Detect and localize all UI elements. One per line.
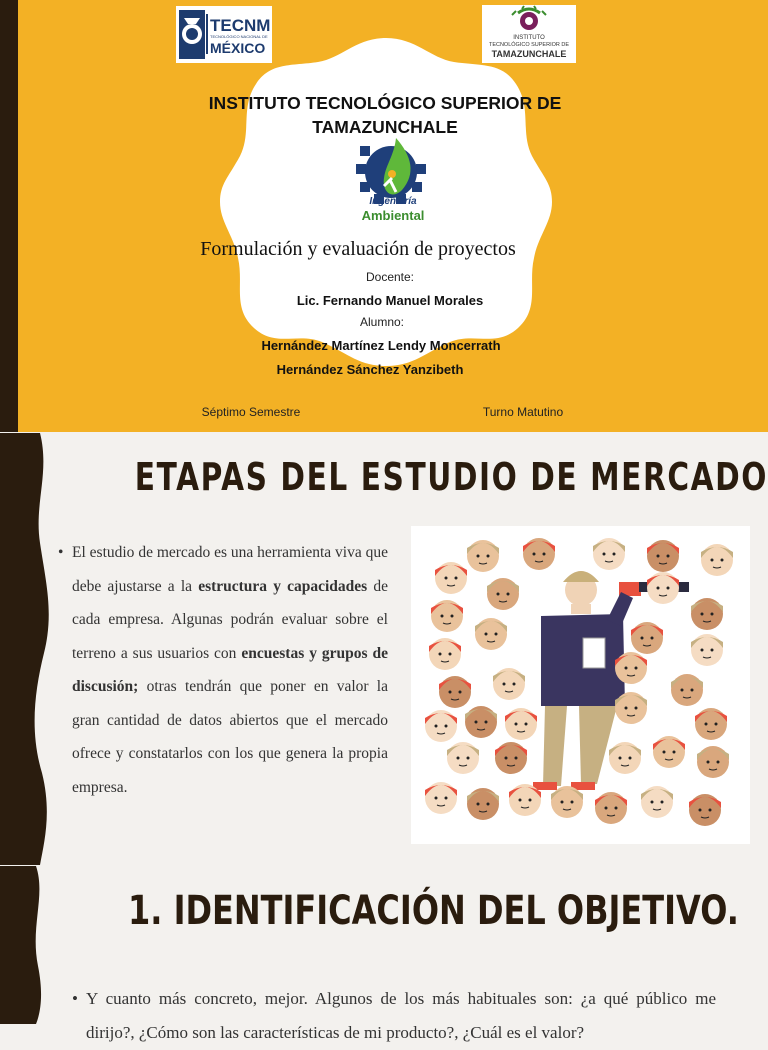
face-icon	[647, 540, 679, 572]
face-icon	[647, 572, 679, 604]
itst-logo-line3: TAMAZUNCHALE	[491, 49, 567, 59]
objective-bullet: •	[72, 989, 78, 1008]
shift-label: Turno Matutino	[482, 405, 564, 419]
face-icon	[475, 618, 507, 650]
tecnm-logo-line2: TECNOLÓGICO NACIONAL DE	[210, 34, 268, 39]
face-icon	[493, 668, 525, 700]
face-icon	[697, 746, 729, 778]
semester-label: Séptimo Semestre	[201, 405, 301, 419]
face-icon	[447, 742, 479, 774]
subject-title: Formulación y evaluación de proyectos	[200, 238, 516, 260]
face-icon	[653, 736, 685, 768]
itst-logo	[482, 5, 576, 63]
student-name-2: Hernández Sánchez Yanzibeth	[276, 362, 464, 377]
face-icon	[701, 544, 733, 576]
face-icon	[505, 708, 537, 740]
itst-logo-line1: INSTITUTO	[513, 35, 545, 41]
institution-name	[150, 91, 620, 139]
left-wave-decoration	[0, 433, 60, 865]
tecnm-logo-line1: TECNM	[210, 16, 271, 35]
face-icon	[615, 692, 647, 724]
cover-left-edge	[0, 0, 18, 432]
student-name-1: Hernández Martínez Lendy Moncerrath	[261, 338, 501, 353]
face-icon	[691, 598, 723, 630]
bullet-marker: •	[58, 544, 64, 561]
face-icon	[615, 652, 647, 684]
face-icon	[487, 578, 519, 610]
docente-label: Docente:	[365, 270, 415, 284]
ingenieria-ambiental-logo	[352, 134, 434, 230]
face-icon	[671, 674, 703, 706]
tecnm-logo	[176, 6, 272, 63]
left-wave-decoration-2	[0, 866, 60, 1024]
paragraph-text-1: El estudio de mercado es una herramienta viva que debe ajustarse a la	[72, 544, 388, 595]
slide-title: ETAPAS DEL ESTUDIO DE MERCADO	[134, 455, 768, 499]
face-icon	[689, 794, 721, 826]
face-icon	[695, 708, 727, 740]
docente-name: Lic. Fernando Manuel Morales	[296, 293, 484, 308]
people-illustration	[411, 526, 750, 844]
face-icon	[595, 792, 627, 824]
face-icon	[425, 782, 457, 814]
face-icon	[691, 634, 723, 666]
cover-slide	[0, 0, 768, 432]
paragraph-text-3: otras tendrán que poner en valor la gran cantidad de datos abiertos que el mercado ofrece y constatarlos con los que genera la propia empresa.	[72, 678, 388, 796]
face-icon	[467, 788, 499, 820]
paragraph-text-2: de cada empresa. Algunas podrán evaluar sobre el terreno a sus usuarios con	[72, 577, 388, 662]
face-icon	[435, 562, 467, 594]
market-study-paragraph	[58, 536, 388, 804]
objective-text: Y cuanto más concreto, mejor. Algunos de los más habituales son: ¿a qué público me dirijo?, ¿Cómo son las características de mi producto?, ¿Cuál es el valor?	[86, 989, 716, 1042]
tecnm-logo-line3: MÉXICO	[210, 40, 266, 56]
face-icon	[551, 786, 583, 818]
face-icon	[425, 710, 457, 742]
face-icon	[631, 622, 663, 654]
objective-slide	[0, 866, 768, 1042]
face-icon	[523, 538, 555, 570]
paragraph-bold-2: encuestas y grupos de discusión;	[72, 644, 389, 695]
face-icon	[593, 538, 625, 570]
face-icon	[509, 784, 541, 816]
face-icon	[439, 676, 471, 708]
face-icon	[609, 742, 641, 774]
face-icon	[495, 742, 527, 774]
face-icon	[431, 600, 463, 632]
face-icon	[429, 638, 461, 670]
ia-logo-line2: Ambiental	[361, 208, 425, 223]
ia-logo-line1: Ingeniería	[369, 196, 417, 207]
paragraph-bold-1: estructura y capacidades	[198, 577, 368, 595]
face-icon	[641, 786, 673, 818]
alumno-label: Alumno:	[359, 315, 405, 329]
objective-title: 1. IDENTIFICACIÓN DEL OBJETIVO.	[128, 888, 739, 934]
objective-paragraph	[72, 982, 716, 1050]
institution-line2: TAMAZUNCHALE	[312, 117, 458, 137]
face-icon	[465, 706, 497, 738]
market-study-slide	[0, 433, 768, 865]
institution-line1: INSTITUTO TECNOLÓGICO SUPERIOR DE	[208, 93, 562, 113]
itst-logo-line2: TECNOLÓGICO SUPERIOR DE	[488, 42, 570, 48]
face-icon	[467, 540, 499, 572]
